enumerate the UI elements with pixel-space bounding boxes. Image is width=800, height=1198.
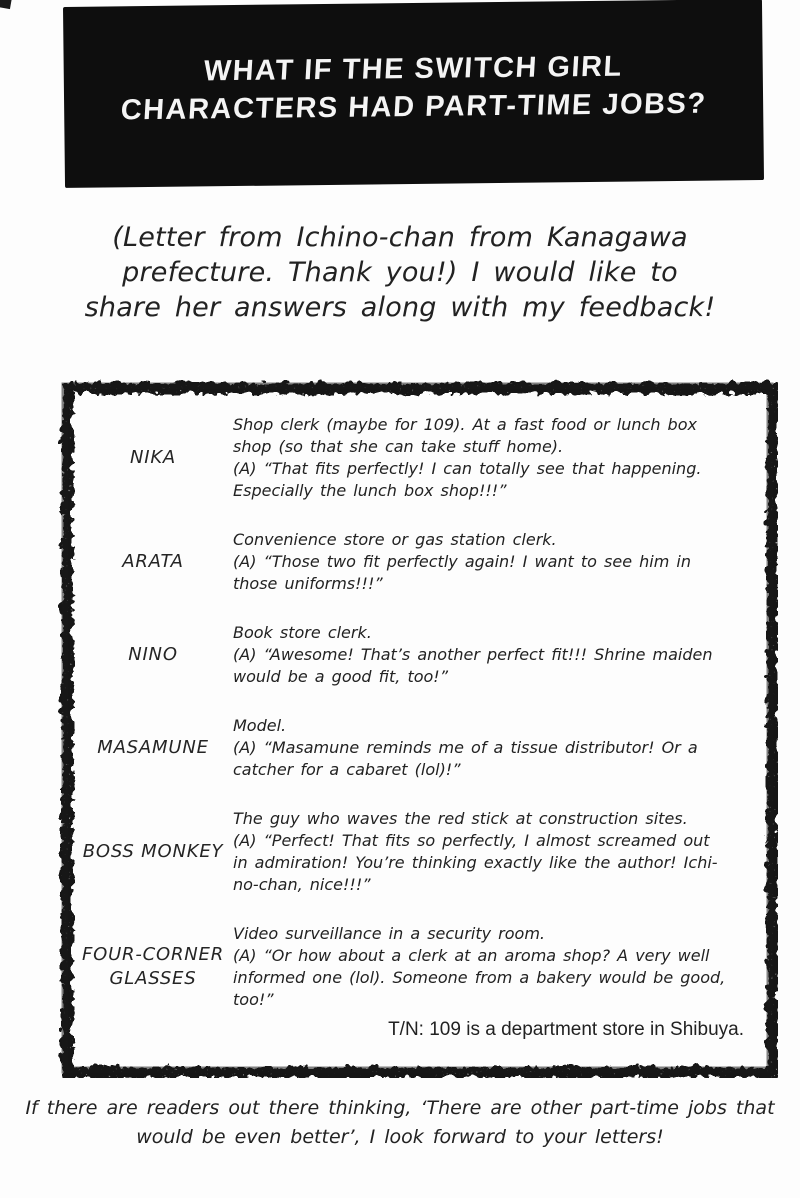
text-line: Model. [233, 716, 287, 735]
text-line: (A) “Or how about a clerk at an aroma shop? A very well [233, 946, 710, 965]
entry-name-line: NINO [128, 644, 178, 665]
text-line: too!” [233, 990, 274, 1009]
page-title-line-2: CHARACTERS HAD PART-TIME JOBS? [119, 87, 708, 127]
text-line: in admiration! You’re thinking exactly like the author! Ichi- [233, 853, 718, 872]
page-title-line-1: WHAT IF THE SWITCH GIRL [202, 50, 624, 88]
entry-nino [73, 622, 764, 688]
intro-text [0, 220, 800, 325]
text-line: shop (so that she can take stuff home). [233, 437, 564, 456]
entry-text [233, 529, 764, 595]
text-line: those uniforms!!!” [233, 574, 383, 593]
text-line: catcher for a cabaret (lol)!” [233, 760, 461, 779]
intro-line-1: (Letter from Ichino-chan from Kanagawa [112, 222, 688, 253]
text-line: The guy who waves the red stick at construction sites. [233, 809, 688, 828]
scan-artifact [0, 0, 12, 9]
entry-text [233, 808, 764, 896]
entry-masamune [73, 715, 764, 781]
entry-name [73, 943, 233, 991]
entry-name [73, 643, 233, 667]
entry-name [73, 550, 233, 574]
entry-text [233, 923, 764, 1011]
entry-text [233, 715, 764, 781]
entry-name [73, 736, 233, 760]
text-line: would be a good fit, too!” [233, 667, 448, 686]
entry-name-line: ARATA [122, 551, 184, 572]
entry-name-line: FOUR-CORNER [81, 944, 225, 965]
intro-line-3: share her answers along with my feedback! [84, 292, 716, 323]
entry-name-line: NIKA [129, 447, 177, 468]
entry-name-line: BOSS MONKEY [82, 841, 224, 862]
text-line: informed one (lol). Someone from a bakery would be good, [233, 968, 726, 987]
text-line: Convenience store or gas station clerk. [233, 530, 557, 549]
intro-line-2: prefecture. Thank you!) I would like to [122, 257, 678, 288]
text-line: Video surveillance in a security room. [233, 924, 545, 943]
answers-box-content [73, 392, 764, 1064]
translator-note: T/N: 109 is a department store in Shibuya. [388, 1019, 744, 1040]
text-line: (A) “That fits perfectly! I can totally see that happening. [233, 459, 702, 478]
outro-line-2: would be even better’, I look forward to your letters! [136, 1126, 664, 1148]
text-line: Book store clerk. [233, 623, 372, 642]
entry-name [73, 446, 233, 470]
text-line: (A) “Perfect! That fits so perfectly, I almost screamed out [233, 831, 710, 850]
answers-box [57, 378, 778, 1078]
header-box [63, 0, 764, 188]
entry-nika [73, 414, 764, 502]
text-line: no-chan, nice!!!” [233, 875, 371, 894]
entry-boss-monkey [73, 808, 764, 896]
text-line: (A) “Masamune reminds me of a tissue distributor! Or a [233, 738, 698, 757]
outro-line-1: If there are readers out there thinking, ‘There are other part-time jobs that [25, 1097, 775, 1119]
text-line: (A) “Awesome! That’s another perfect fit!!! Shrine maiden [233, 645, 713, 664]
entry-name-line: MASAMUNE [97, 737, 209, 758]
entry-text [233, 622, 764, 688]
outro-text [0, 1094, 800, 1152]
text-line: Shop clerk (maybe for 109). At a fast food or lunch box [233, 415, 697, 434]
entry-text [233, 414, 764, 502]
entry-name-line: GLASSES [109, 968, 197, 989]
entry-four-corner-glasses [73, 923, 764, 1011]
entry-name [73, 840, 233, 864]
text-line: Especially the lunch box shop!!!” [233, 481, 507, 500]
text-line: (A) “Those two fit perfectly again! I want to see him in [233, 552, 691, 571]
entry-arata [73, 529, 764, 595]
